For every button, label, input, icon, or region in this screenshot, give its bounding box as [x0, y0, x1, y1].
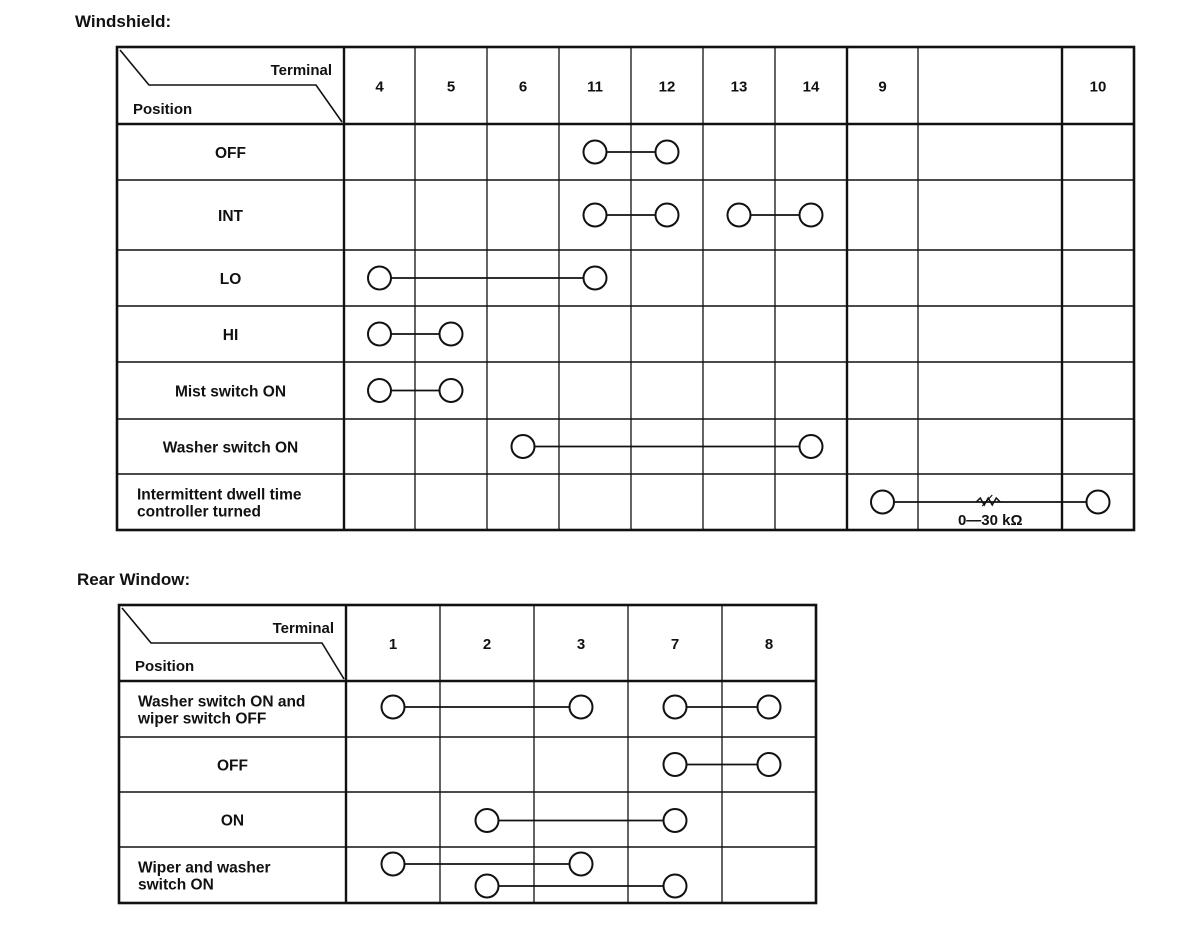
windshield-terminal-circle — [368, 267, 391, 290]
windshield-terminal-6: 6 — [518, 78, 528, 96]
rear_window-terminal-circle — [664, 696, 687, 719]
windshield-row-label: Washer switch ON — [162, 439, 299, 457]
windshield-row-label: HI — [222, 327, 239, 344]
windshield-terminal-circle — [440, 323, 463, 346]
windshield-terminal-circle — [584, 267, 607, 290]
rear_window-terminal-circle — [570, 696, 593, 719]
windshield-terminal-13: 13 — [730, 78, 748, 96]
windshield-terminal-circle — [440, 379, 463, 402]
rear_window-terminal-circle — [382, 853, 405, 876]
windshield-row-label: controller turned — [137, 503, 262, 521]
resistor-arrow — [982, 495, 992, 506]
rear_window-row-label: Washer switch ON and — [138, 693, 306, 711]
windshield-terminal-circle — [728, 204, 751, 227]
rear_window-terminal-circle — [758, 753, 781, 776]
windshield-terminal-circle — [584, 141, 607, 164]
rear_window-row-label: OFF — [217, 757, 248, 775]
rear-window-title: Rear Window: — [77, 570, 191, 589]
rear_window-terminal-2: 2 — [482, 636, 492, 653]
windshield-terminal-9: 9 — [878, 78, 887, 96]
windshield-terminal-11: 11 — [587, 78, 603, 96]
windshield-title: Windshield: — [75, 12, 172, 31]
windshield-header-terminal: Terminal — [270, 62, 332, 79]
rear_window-header-terminal: Terminal — [272, 620, 334, 637]
windshield-terminal-10: 10 — [1089, 78, 1107, 96]
rear_window-terminal-1: 1 — [388, 636, 398, 653]
windshield-terminal-circle — [656, 141, 679, 164]
resistor-label: 0—30 kΩ — [957, 512, 1023, 529]
rear_window-terminal-circle — [664, 809, 687, 832]
windshield-terminal-5: 5 — [446, 78, 456, 96]
rear_window-terminal-circle — [570, 853, 593, 876]
rear_window-terminal-circle — [758, 696, 781, 719]
rear_window-terminal-circle — [664, 753, 687, 776]
windshield-row-label: Mist switch ON — [174, 383, 287, 401]
rear_window-row-label: wiper switch OFF — [138, 710, 267, 728]
windshield-terminal-circle — [368, 379, 391, 402]
windshield-terminal-circle — [800, 204, 823, 227]
windshield-terminal-12: 12 — [658, 78, 676, 96]
windshield-row-label: INT — [218, 208, 243, 225]
windshield-frame — [117, 47, 1134, 530]
windshield-terminal-circle — [1087, 491, 1110, 514]
rear_window-row-label: switch ON — [138, 876, 214, 894]
windshield-terminal-circle — [368, 323, 391, 346]
windshield-terminal-circle — [584, 204, 607, 227]
windshield-row-label: Intermittent dwell time — [137, 486, 302, 504]
windshield-row-label: OFF — [215, 145, 246, 162]
rear_window-terminal-circle — [476, 875, 499, 898]
windshield-terminal-circle — [800, 435, 823, 458]
windshield-terminal-14: 14 — [802, 78, 820, 96]
rear_window-terminal-circle — [664, 875, 687, 898]
rear_window-terminal-8: 8 — [764, 636, 774, 653]
rear_window-terminal-3: 3 — [576, 636, 586, 653]
windshield-terminal-circle — [871, 491, 894, 514]
rear_window-header-position: Position — [135, 658, 195, 675]
windshield-row-label: LO — [219, 271, 242, 288]
rear_window-terminal-circle — [476, 809, 499, 832]
rear_window-row-label: ON — [220, 812, 245, 830]
windshield-terminal-circle — [656, 204, 679, 227]
windshield-terminal-4: 4 — [375, 78, 384, 96]
rear_window-frame — [119, 605, 816, 903]
rear_window-row-label: Wiper and washer — [138, 859, 271, 877]
rear_window-terminal-circle — [382, 696, 405, 719]
rear_window-terminal-7: 7 — [670, 636, 680, 653]
windshield-header-position: Position — [133, 101, 193, 118]
windshield-terminal-circle — [512, 435, 535, 458]
